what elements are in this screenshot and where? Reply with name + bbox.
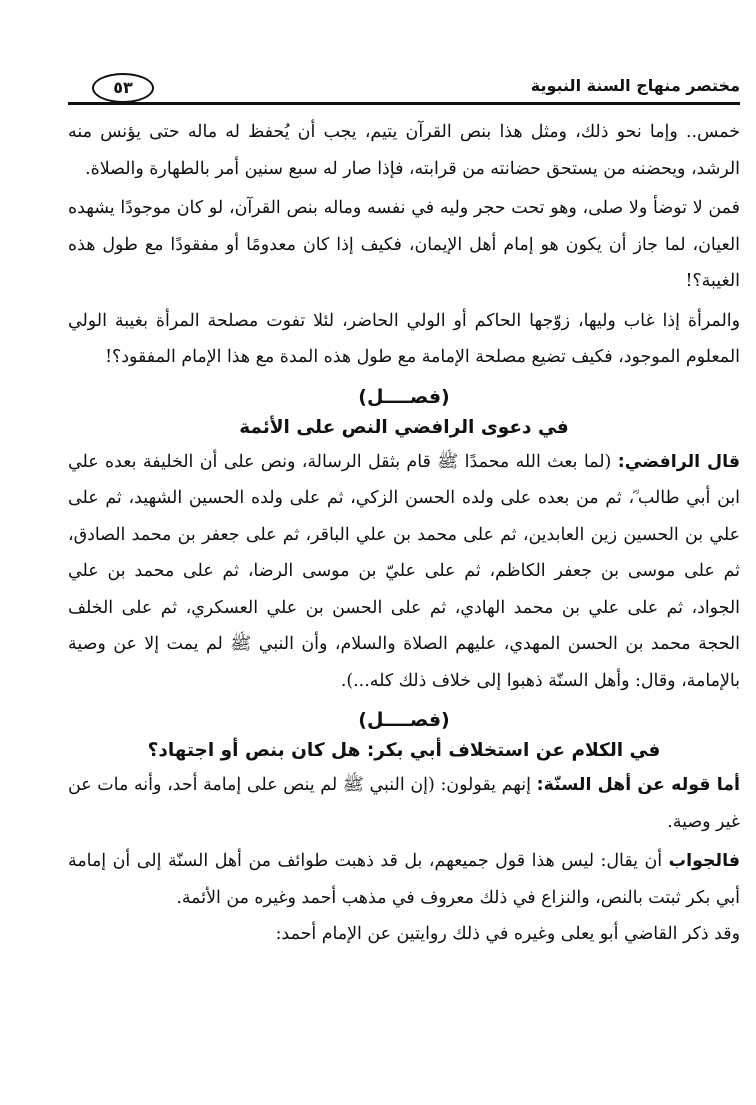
section-marker: (فصــــل) xyxy=(358,709,450,731)
paragraph xyxy=(68,444,740,700)
section-marker: (فصــــل) xyxy=(358,385,450,408)
paragraph: وقد ذكر القاضي أبو يعلى وغيره في ذلك روايتين عن الإمام أحمد: xyxy=(275,924,740,944)
header-rule xyxy=(68,102,740,105)
paragraph xyxy=(68,767,740,840)
page-body xyxy=(68,114,740,953)
lead-phrase: أما قوله عن أهل السنّة: xyxy=(536,775,740,795)
page-header xyxy=(68,66,740,106)
paragraph-text: (لما بعث الله محمدًا ﷺ قام بثقل الرسالة، ونص على أن الخليفة بعده علي ابن أبي طالب ؓ، ثم من بعده على ولده الحسن الزكي، ثم على ولده الحسين الشهيد، ثم على علي بن الحسين زين العابدين، ثم على محمد بن علي الباقر، ثم على جعفر بن محمد الصادق، ثم على موسى بن جعفر الكاظم، ثم على عليّ بن موسى الرضا، ثم على محمد بن علي الجواد، ثم على علي بن محمد الهادي، ثم على الحسن بن علي العسكري، ثم على الخلف الحجة محمد بن الحسن المهدي، عليهم الصلاة والسلام، وأن النبي ﷺ لم يمت إلا عن وصية بالإمامة، وقال: وأهل السنّة ذهبوا إلى خلاف ذلك كله...). xyxy=(68,451,740,691)
paragraph-text: إنهم يقولون: (إن النبي ﷺ لم ينص على إمامة أحد، وأنه مات عن غير وصية. xyxy=(68,775,740,832)
lead-phrase: فالجواب xyxy=(668,851,740,871)
paragraph: فمن لا توضأ ولا صلى، وهو تحت حجر وليه في نفسه وماله بنص القرآن، لو كان موجودًا يشهده العيان، لما جاز أن يكون هو إمام أهل الإيمان، فكيف إذا كان معدومًا أو مفقودًا مع طول هذه الغيبة؟! xyxy=(68,198,740,291)
lead-phrase: قال الرافضي: xyxy=(617,451,741,472)
paragraph xyxy=(68,843,740,916)
paragraph: خمس.. وإما نحو ذلك، ومثل هذا بنص القرآن يتيم، يجب أن يُحفظ له ماله حتى يؤنس منه الرشد، ويحضنه من يستحق حضانته من قرابته، فإذا صار له سبع سنين أمر بالطهارة والصلاة. xyxy=(68,122,740,179)
section-heading: في دعوى الرافضي النص على الأئمة xyxy=(239,416,569,438)
section-heading: في الكلام عن استخلاف أبي بكر: هل كان بنص أو اجتهاد؟ xyxy=(147,740,661,761)
page-number: ٥٣ xyxy=(92,73,154,103)
running-title: مختصر منهاج السنة النبوية xyxy=(530,76,740,95)
paragraph: والمرأة إذا غاب وليها، زوّجها الحاكم أو الولي الحاضر، لئلا تفوت مصلحة المرأة بغيبة الولي المعلوم الموجود، فكيف تضيع مصلحة الإمامة مع طول هذه المدة مع هذا الإمام المفقود؟! xyxy=(68,310,740,367)
paragraph-text: أن يقال: ليس هذا قول جميعهم، بل قد ذهبت طوائف من أهل السنّة إلى أن إمامة أبي بكر ثبتت بالنص، والنزاع في ذلك معروف في مذهب أحمد وغيره من الأئمة. xyxy=(68,851,740,908)
